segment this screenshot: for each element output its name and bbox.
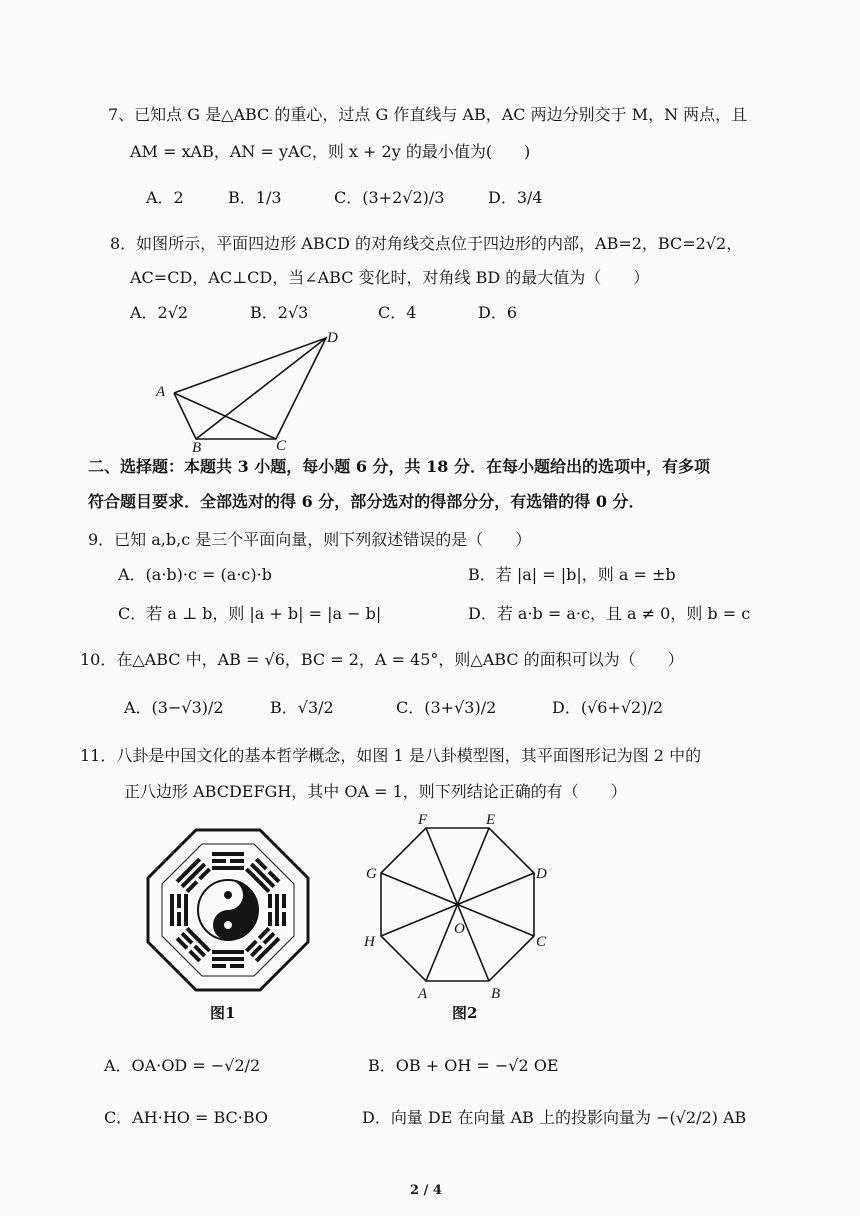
q7-stem-line1: 7、已知点 G 是△ABC 的重心，过点 G 作直线与 AB，AC 两边分别交于 M，N 两点，且 xyxy=(108,105,748,124)
q8-option-a: A．2√2 xyxy=(130,303,189,322)
octagon-label-a: A xyxy=(418,986,428,1002)
q9-option-b: B．若 |a| = |b|，则 a = ±b xyxy=(468,565,676,584)
q8-option-c: C．4 xyxy=(378,303,417,322)
octagon-label-f: F xyxy=(418,812,428,828)
octagon-label-d: D xyxy=(536,866,547,882)
q7-option-d: D．3/4 xyxy=(488,188,543,207)
octagon-label-b: B xyxy=(491,986,501,1002)
q10-option-c: C．(3+√3)/2 xyxy=(396,698,497,717)
q8-option-b: B．2√3 xyxy=(250,303,309,322)
q9-option-a: A．(a·b)·c = (a·c)·b xyxy=(118,565,272,584)
figure1-caption: 图1 xyxy=(210,1004,236,1022)
q10-option-a: A．(3−√3)/2 xyxy=(124,698,224,717)
q8-option-d: D．6 xyxy=(478,303,518,322)
q7-stem-line2: AM = xAB，AN = yAC，则 x + 2y 的最小值为( ) xyxy=(130,142,531,161)
q7-option-a: A．2 xyxy=(146,188,184,207)
octagon-label-o: O xyxy=(454,921,465,937)
q11-stem-line1: 11．八卦是中国文化的基本哲学概念，如图 1 是八卦模型图，其平面图形记为图 2 中的 xyxy=(80,746,702,765)
q8-label-d: D xyxy=(327,330,338,346)
q9-option-d: D．若 a·b = a·c，且 a ≠ 0，则 b = c xyxy=(468,604,751,623)
section2-heading-line2: 符合题目要求．全部选对的得 6 分，部分选对的得部分分，有选错的得 0 分． xyxy=(88,492,645,511)
q9-option-c: C．若 a ⊥ b，则 |a + b| = |a − b| xyxy=(118,604,382,623)
q10-option-b: B．√3/2 xyxy=(270,698,334,717)
q11-option-c: C．AH·HO = BC·BO xyxy=(104,1108,269,1127)
q11-option-d: D．向量 DE 在向量 AB 上的投影向量为 −(√2/2) AB xyxy=(362,1108,747,1127)
q8-stem-line2: AC=CD，AC⊥CD，当∠ABC 变化时，对角线 BD 的最大值为（ ） xyxy=(130,268,650,287)
octagon-label-h: H xyxy=(364,934,375,950)
q10-stem: 10．在△ABC 中，AB = √6，BC = 2，A = 45°，则△ABC 的面积可以为（ ） xyxy=(80,650,684,669)
q11-option-b: B．OB + OH = −√2 OE xyxy=(368,1056,559,1075)
octagon-figure xyxy=(364,814,554,1004)
page-number: 2 / 4 xyxy=(410,1183,442,1198)
octagon-label-g: G xyxy=(366,866,377,882)
q8-label-a: A xyxy=(156,384,166,400)
q7-option-b: B．1/3 xyxy=(228,188,282,207)
q11-option-a: A．OA·OD = −√2/2 xyxy=(104,1056,261,1075)
q9-stem: 9．已知 a,b,c 是三个平面向量，则下列叙述错误的是（ ） xyxy=(88,530,532,549)
q8-quadrilateral-figure xyxy=(150,328,350,454)
octagon-label-e: E xyxy=(486,812,496,828)
bagua-figure xyxy=(144,826,312,994)
q10-option-d: D．(√6+√2)/2 xyxy=(552,698,664,717)
q8-stem-line1: 8．如图所示，平面四边形 ABCD 的对角线交点位于四边形的内部，AB=2，BC=2√2， xyxy=(110,234,743,253)
q8-label-c: C xyxy=(276,438,287,454)
section2-heading-line1: 二、选择题：本题共 3 小题，每小题 6 分，共 18 分．在每小题给出的选项中，有多项 xyxy=(88,457,710,476)
octagon-label-c: C xyxy=(536,934,547,950)
q11-stem-line2: 正八边形 ABCDEFGH，其中 OA = 1，则下列结论正确的有（ ） xyxy=(124,782,627,801)
q8-label-b: B xyxy=(192,440,202,456)
figure2-caption: 图2 xyxy=(452,1004,478,1022)
q7-option-c: C．(3+2√2)/3 xyxy=(334,188,445,207)
